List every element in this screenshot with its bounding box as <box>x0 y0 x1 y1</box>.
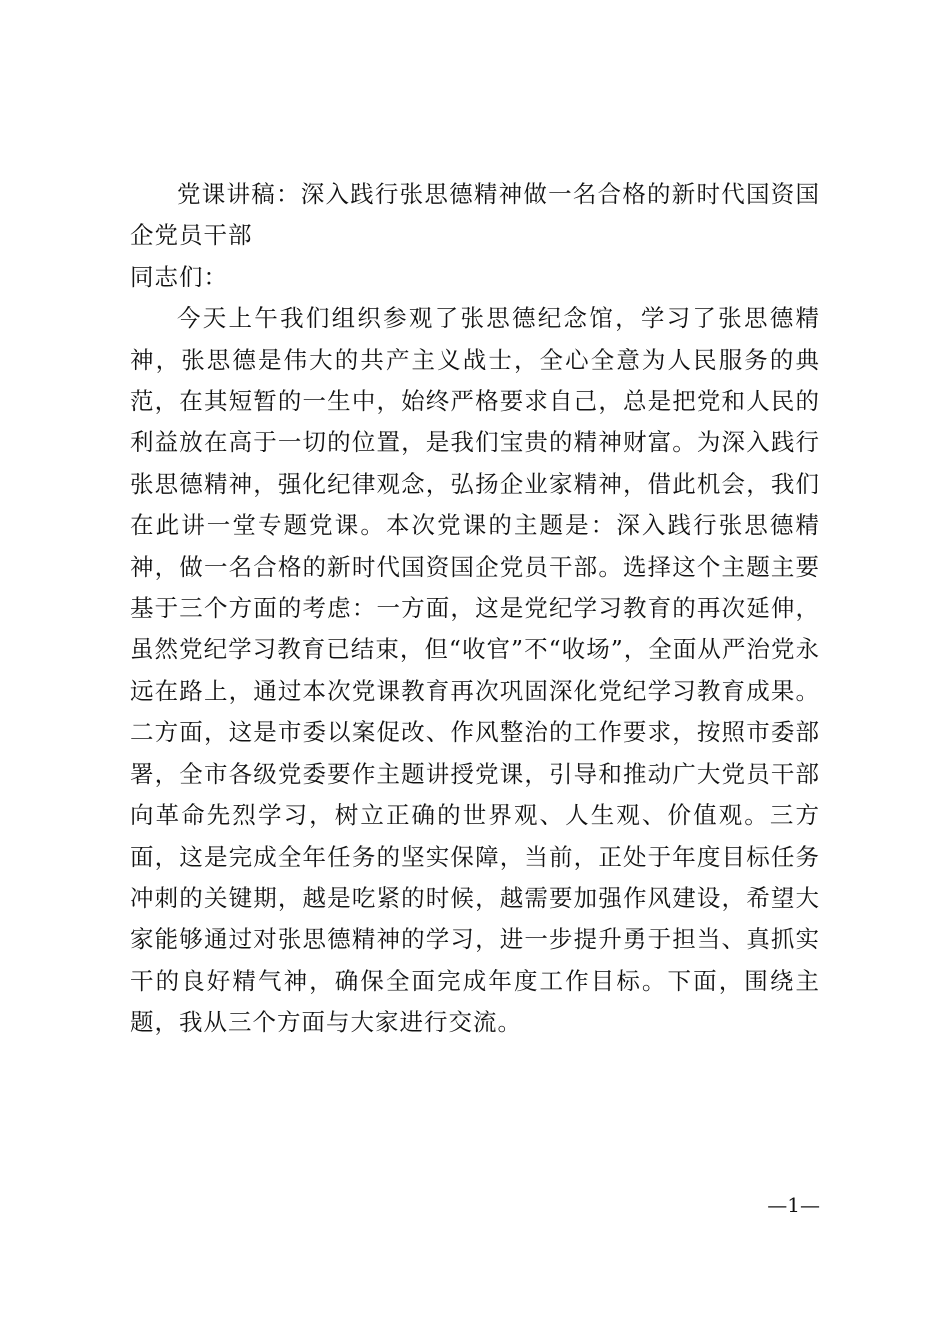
page-number: —1— <box>767 1193 820 1217</box>
body-paragraph: 今天上午我们组织参观了张思德纪念馆，学习了张思德精神，张思德是伟大的共产主义战士，全心全意为人民服务的典范，在其短暂的一生中，始终严格要求自己，总是把党和人民的利益放在高于一切的位置，是我们宝贵的精神财富。为深入践行张思德精神，强化纪律观念，弘扬企业家精神，借此机会，我们在此讲一堂专题党课。本次党课的主题是：深入践行张思德精神，做一名合格的新时代国资国企党员干部。选择这个主题主要基于三个方面的考虑：一方面，这是党纪学习教育的再次延伸，虽然党纪学习教育已结束，但“收官”不“收场”，全面从严治党永远在路上，通过本次党课教育再次巩固深化党纪学习教育成果。二方面，这是市委以案促改、作风整治的工作要求，按照市委部署，全市各级党委要作主题讲授党课，引导和推动广大党员干部向革命先烈学习，树立正确的世界观、人生观、价值观。三方面，这是完成全年任务的坚实保障，当前，正处于年度目标任务冲刺的关键期，越是吃紧的时候，越需要加强作风建设，希望大家能够通过对张思德精神的学习，进一步提升勇于担当、真抓实干的良好精气神，确保全面完成年度工作目标。下面，围绕主题，我从三个方面与大家进行交流。 <box>130 304 820 1037</box>
salutation: 同志们： <box>130 262 228 291</box>
document-body <box>130 174 820 1044</box>
document-title: 党课讲稿：深入践行张思德精神做一名合格的新时代国资国企党员干部 <box>130 180 820 250</box>
